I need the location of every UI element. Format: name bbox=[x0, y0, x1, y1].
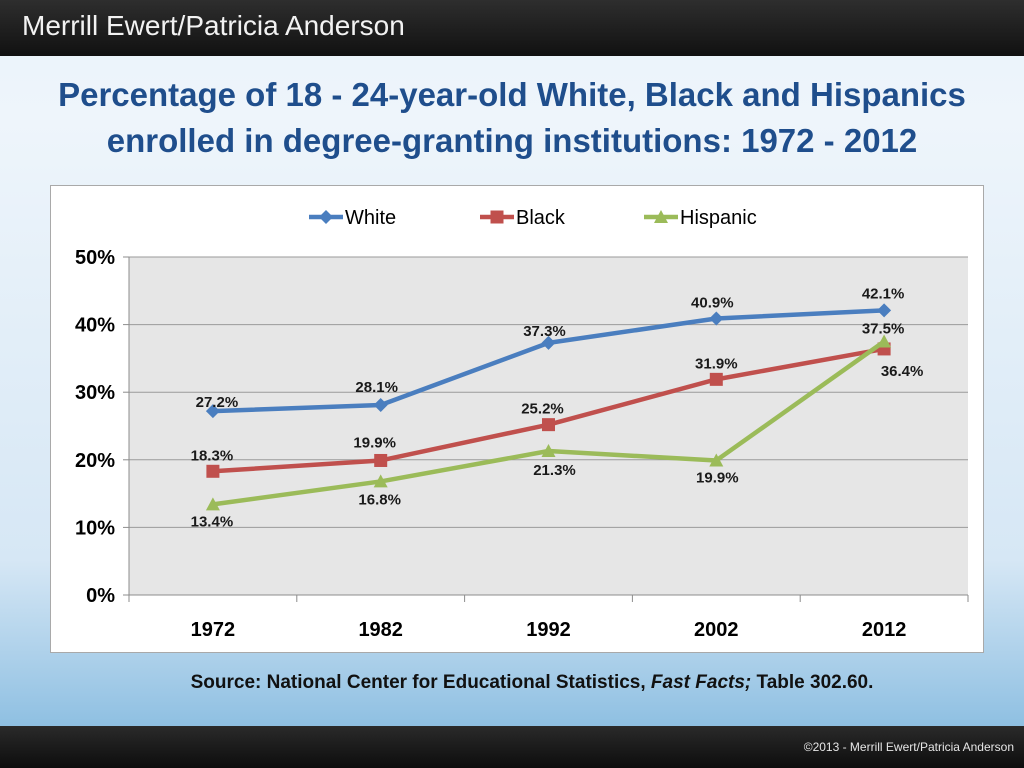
chart-container bbox=[50, 185, 984, 653]
source-note bbox=[0, 672, 1024, 694]
source-prefix: Source: National Center for Educational Statistics, bbox=[190, 672, 646, 693]
slide-title-line-1: Percentage of 18 - 24-year-old White, Black and Hispanics bbox=[58, 76, 966, 113]
y-tick-label: 40% bbox=[74, 314, 115, 337]
x-tick-label: 2002 bbox=[694, 619, 739, 641]
data-label-black: 36.4% bbox=[880, 362, 924, 380]
data-label-white: 27.2% bbox=[195, 394, 239, 412]
y-tick-label: 50% bbox=[74, 247, 115, 269]
slide-title bbox=[0, 72, 1024, 164]
data-label-hispanic: 21.3% bbox=[533, 462, 576, 480]
data-point-black bbox=[206, 465, 219, 478]
legend-label-hispanic: Hispanic bbox=[680, 207, 757, 229]
data-label-white: 42.1% bbox=[861, 285, 905, 303]
data-label-black: 19.9% bbox=[353, 434, 396, 452]
data-label-white: 28.1% bbox=[355, 379, 398, 397]
footer-bar bbox=[0, 726, 1024, 768]
line-chart bbox=[51, 186, 983, 652]
data-label-black: 31.9% bbox=[695, 355, 738, 373]
legend-marker-white bbox=[319, 210, 333, 224]
x-tick-label: 1972 bbox=[190, 619, 236, 641]
legend-label-black: Black bbox=[516, 207, 565, 229]
data-point-black bbox=[374, 454, 387, 467]
data-label-white: 40.9% bbox=[691, 294, 734, 312]
presenter-name: Merrill Ewert/Patricia Anderson bbox=[22, 10, 405, 41]
legend-label-white: White bbox=[345, 207, 397, 229]
data-label-black: 25.2% bbox=[521, 400, 564, 418]
y-tick-label: 0% bbox=[86, 585, 115, 607]
data-label-white: 37.3% bbox=[523, 322, 566, 340]
header-bar bbox=[0, 0, 1024, 56]
data-point-black bbox=[710, 373, 723, 386]
y-tick-label: 20% bbox=[74, 449, 115, 472]
data-label-hispanic: 13.4% bbox=[190, 513, 234, 531]
data-label-black: 18.3% bbox=[190, 447, 234, 465]
source-publication: Fast Facts; bbox=[650, 672, 752, 693]
data-label-hispanic: 16.8% bbox=[358, 491, 401, 509]
data-label-hispanic: 19.9% bbox=[696, 469, 739, 487]
x-tick-label: 2012 bbox=[861, 619, 907, 641]
copyright-text: ©2013 - Merrill Ewert/Patricia Anderson bbox=[803, 740, 1014, 754]
x-tick-label: 1982 bbox=[358, 619, 403, 641]
y-tick-label: 10% bbox=[74, 517, 115, 540]
x-tick-label: 1992 bbox=[526, 619, 571, 641]
slide-title-line-2: enrolled in degree-granting institutions: 1972 - 2012 bbox=[106, 122, 918, 159]
data-label-hispanic: 37.5% bbox=[861, 320, 905, 338]
legend-marker-black bbox=[491, 211, 504, 224]
data-point-black bbox=[542, 418, 555, 431]
source-suffix: Table 302.60. bbox=[756, 672, 874, 693]
y-tick-label: 30% bbox=[74, 382, 115, 405]
